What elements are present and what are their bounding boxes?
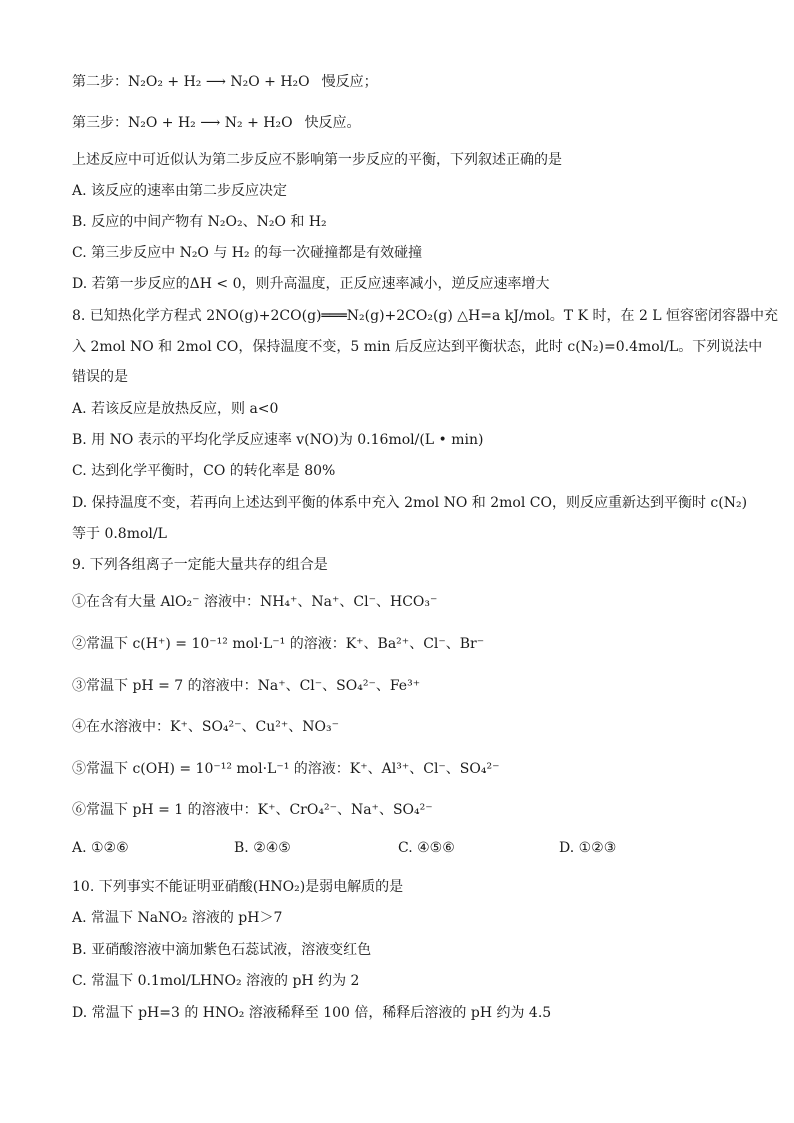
q9-choice-d: D. ①②③ (559, 840, 617, 856)
step3-label: 第三步： (72, 115, 128, 131)
q10-option-d: D. 常温下 pH=3 的 HNO₂ 溶液稀释至 100 倍，稀释后溶液的 pH 约为 4.5 (72, 1005, 552, 1021)
q10-stem: 10. 下列事实不能证明亚硝酸(HNO₂)是弱电解质的是 (72, 879, 404, 895)
step3-line (72, 113, 361, 133)
q8-option-c: C. 达到化学平衡时，CO 的转化率是 80% (72, 463, 336, 479)
q10-option-c: C. 常温下 0.1mol/LHNO₂ 溶液的 pH 约为 2 (72, 973, 360, 989)
q9-item-2: ②常温下 c(H⁺) = 10⁻¹² mol·L⁻¹ 的溶液：K⁺、Ba²⁺、Cl⁻、Br⁻ (72, 636, 485, 652)
step2-equation: N₂O₂ + H₂ ⟶ N₂O + H₂O (128, 74, 310, 90)
q8-stem-line2: 入 2mol NO 和 2mol CO，保持温度不变，5 min 后反应达到平衡状态，此时 c(N₂)=0.4mol/L。下列说法中 (72, 339, 763, 355)
q9-item-6: ⑥常温下 pH = 1 的溶液中：K⁺、CrO₄²⁻、Na⁺、SO₄²⁻ (72, 802, 433, 818)
q9-choice-a: A. ①②⑥ (72, 840, 129, 856)
step2-line (72, 72, 378, 92)
step3-equation: N₂O + H₂ ⟶ N₂ + H₂O (128, 115, 293, 131)
q10-option-a: A. 常温下 NaNO₂ 溶液的 pH＞7 (72, 910, 283, 926)
q9-item-5: ⑤常温下 c(OH) = 10⁻¹² mol·L⁻¹ 的溶液：K⁺、Al³⁺、Cl⁻、SO₄²⁻ (72, 761, 500, 777)
step3-note: 快反应。 (304, 115, 361, 131)
q7-stem: 上述反应中可近似认为第二步反应不影响第一步反应的平衡，下列叙述正确的是 (72, 152, 562, 168)
q9-choices (72, 838, 722, 858)
q8-option-b: B. 用 NO 表示的平均化学反应速率 v(NO)为 0.16mol/(L • min) (72, 432, 484, 448)
q9-item-3: ③常温下 pH = 7 的溶液中：Na⁺、Cl⁻、SO₄²⁻、Fe³⁺ (72, 678, 421, 694)
q7-option-b: B. 反应的中间产物有 N₂O₂、N₂O 和 H₂ (72, 214, 327, 230)
q9-item-4: ④在水溶液中：K⁺、SO₄²⁻、Cu²⁺、NO₃⁻ (72, 719, 339, 735)
step2-label: 第二步： (72, 74, 128, 90)
q9-choice-b: B. ②④⑤ (234, 840, 291, 856)
q10-option-b: B. 亚硝酸溶液中滴加紫色石蕊试液，溶液变红色 (72, 942, 372, 958)
q9-stem: 9. 下列各组离子一定能大量共存的组合是 (72, 557, 328, 573)
q7-option-c: C. 第三步反应中 N₂O 与 H₂ 的每一次碰撞都是有效碰撞 (72, 245, 423, 261)
q8-stem-line3: 错误的是 (72, 369, 128, 385)
q9-choice-c: C. ④⑤⑥ (398, 840, 455, 856)
step2-note: 慢反应； (321, 74, 378, 90)
q8-option-d-line1: D. 保持温度不变，若再向上述达到平衡的体系中充入 2mol NO 和 2mol CO，则反应重新达到平衡时 c(N₂) (72, 495, 748, 511)
q8-option-d-line2: 等于 0.8mol/L (72, 526, 167, 542)
q9-item-1: ①在含有大量 AlO₂⁻ 溶液中：NH₄⁺、Na⁺、Cl⁻、HCO₃⁻ (72, 594, 438, 610)
q8-option-a: A. 若该反应是放热反应，则 a<0 (72, 401, 279, 417)
q7-option-d: D. 若第一步反应的ΔH < 0，则升高温度，正反应速率减小，逆反应速率增大 (72, 276, 550, 292)
q7-option-a: A. 该反应的速率由第二步反应决定 (72, 183, 288, 199)
q8-stem-line1: 8. 已知热化学方程式 2NO(g)+2CO(g)═══N₂(g)+2CO₂(g) △H=a kJ/mol。T K 时，在 2 L 恒容密闭容器中充 (72, 308, 779, 324)
